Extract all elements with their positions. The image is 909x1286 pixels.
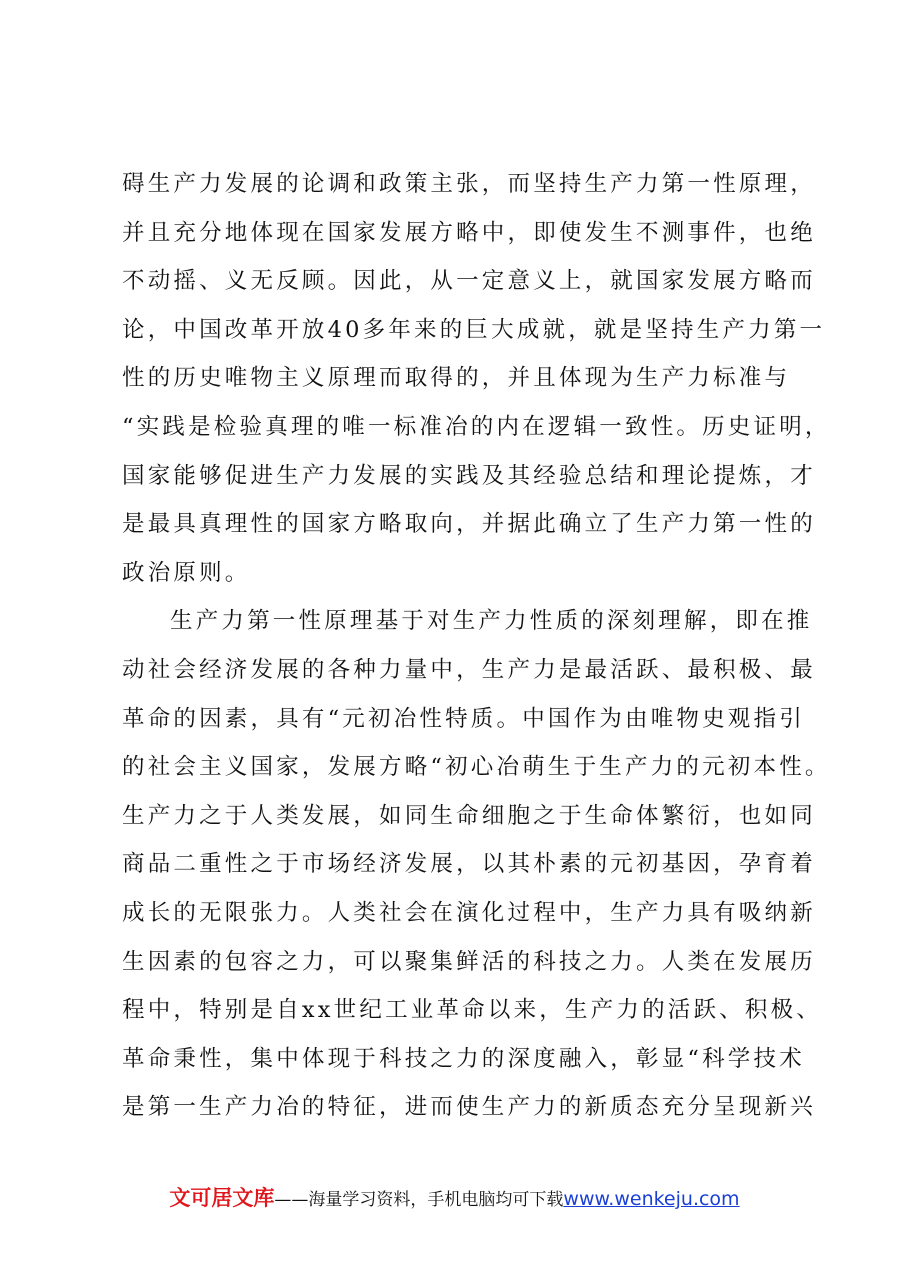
text-line: 政治原则。 bbox=[122, 559, 251, 586]
text-line: 的社会主义国家，发展方略“初心冶萌生于生产力的元初本性。 bbox=[122, 754, 831, 781]
text-line: 并且充分地体现在国家发展方略中，即使发生不测事件，也绝 bbox=[122, 219, 816, 246]
footer-banner bbox=[0, 1182, 909, 1212]
text-line: 论，中国改革开放40多年来的巨大成就，就是坚持生产力第一 bbox=[122, 316, 826, 343]
footer-tagline: ——海量学习资料，手机电脑均可下载 bbox=[274, 1190, 564, 1210]
footer-brand: 文可居文库 bbox=[169, 1186, 275, 1210]
paragraph-start-line: 生产力第一性原理基于对生产力性质的深刻理解，即在推 bbox=[170, 608, 813, 635]
text-line: 商品二重性之于市场经济发展，以其朴素的元初基因，孕育着 bbox=[122, 851, 816, 878]
text-line: 动社会经济发展的各种力量中，生产力是最活跃、最积极、最 bbox=[122, 656, 816, 683]
text-line: 不动摇、义无反顾。因此，从一定意义上，就国家发展方略而 bbox=[122, 268, 816, 295]
text-line: 程中，特别是自xx世纪工业革命以来，生产力的活跃、积极、 bbox=[122, 997, 822, 1024]
text-line: 成长的无限张力。人类社会在演化过程中，生产力具有吸纳新 bbox=[122, 899, 816, 926]
text-line: 性的历史唯物主义原理而取得的，并且体现为生产力标准与 bbox=[122, 365, 791, 392]
text-line: 是最具真理性的国家方略取向，并据此确立了生产力第一性的 bbox=[122, 511, 816, 538]
text-line: 生产力之于人类发展，如同生命细胞之于生命体繁衍，也如同 bbox=[122, 802, 816, 829]
text-line: 生因素的包容之力，可以聚集鲜活的科技之力。人类在发展历 bbox=[122, 948, 816, 975]
text-line: 国家能够促进生产力发展的实践及其经验总结和理论提炼，才 bbox=[122, 462, 816, 489]
text-line: “实践是检验真理的唯一标准冶的内在逻辑一致性。历史证明， bbox=[122, 413, 831, 440]
body-text bbox=[122, 160, 831, 1132]
text-line: 革命的因素，具有“元初冶性特质。中国作为由唯物史观指引 bbox=[122, 705, 805, 732]
text-line: 碍生产力发展的论调和政策主张，而坚持生产力第一性原理， bbox=[122, 171, 816, 197]
text-line: 革命秉性，集中体现于科技之力的深度融入，彰显“科学技术 bbox=[122, 1045, 805, 1072]
footer-url-link[interactable]: www.wenkeju.com bbox=[563, 1188, 740, 1210]
text-line: 是第一生产力冶的特征，进而使生产力的新质态充分呈现新兴 bbox=[122, 1094, 816, 1121]
